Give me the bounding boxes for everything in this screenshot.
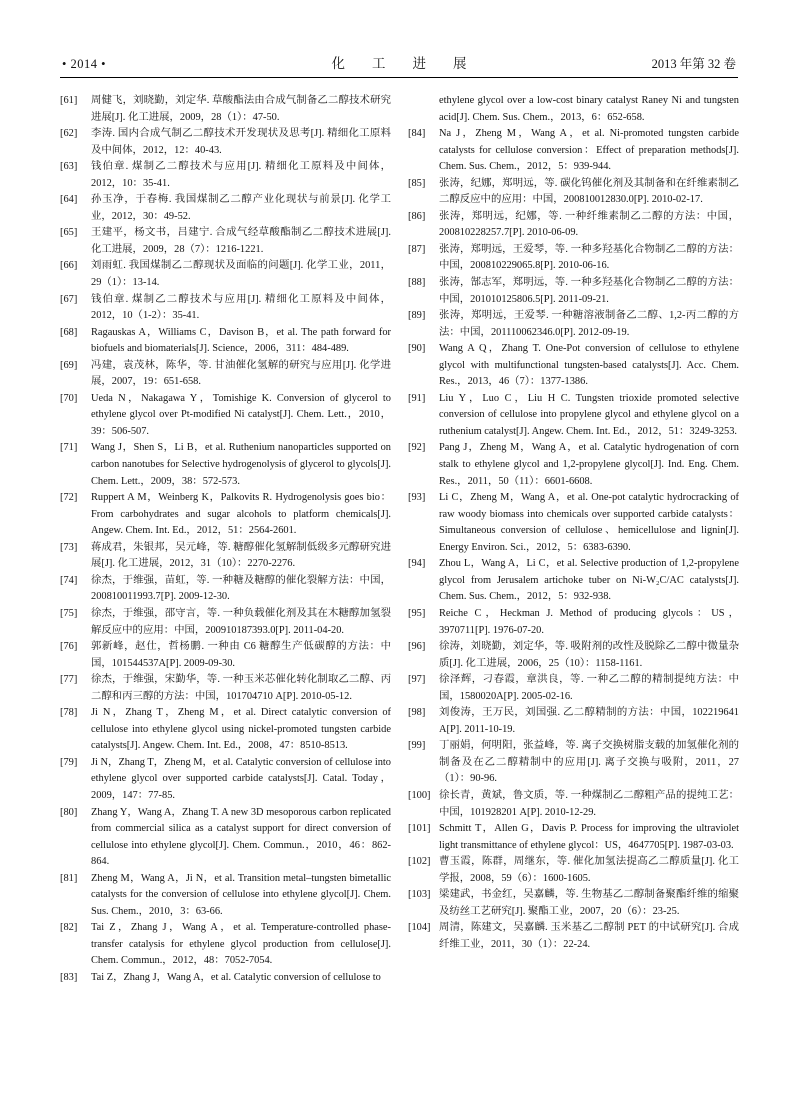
reference-id: [65] [60, 227, 78, 239]
reference-item [408, 556, 739, 606]
reference-text: 徐长青，黄斌，鲁文质，等. 一种煤制乙二醇粗产品的提纯工艺：中国，101928201 A[P]. 2010-12-29. [439, 789, 739, 818]
reference-id: [86] [408, 210, 426, 222]
reference-item [60, 325, 391, 358]
reference-text: 丁丽娟，何明阳，张益峰，等. 离子交换树脂支载的加氢催化剂的制备及在乙二醇精制中的应用[J]. 离子交换与吸附，2011，27（1）：90-96. [439, 740, 739, 785]
reference-text: Zhou L，Wang A，Li C，et al. Selective production of 1,2-propylene glycol from Jerusalem artichoke tuber on Ni-W₂C/AC catalysts[J]. Chem. Sus. Chem.，2012，5：932-938. [439, 558, 739, 603]
reference-text: 徐杰，于维强，宋勤华，等. 一种玉米芯催化转化制取乙二醇、丙二醇和丙三醇的方法：中国，101704710 A[P]. 2010-05-12. [91, 674, 391, 702]
reference-item [408, 176, 739, 209]
reference-id: [84] [408, 128, 426, 140]
reference-id: [104] [408, 922, 431, 934]
reference-text: 张涛，郑明远，王爱琴. 一种糖溶液制备乙二醇、1,2-丙二醇的方法：中国，201110062346.0[P]. 2012-09-19. [439, 310, 739, 338]
reference-text: 张涛，郜志军，郑明远，等. 一种多羟基化合物制乙二醇的方法：中国，201010125806.5[P]. 2011-09-21. [439, 277, 739, 305]
reference-id: [76] [60, 641, 78, 653]
reference-text: Ueda N，Nakagawa Y，Tomishige K. Conversion of glycerol to ethylene glycol over Pt-modified Ni catalyst[J]. Chem. Lett.，2010，39：506-507. [91, 392, 391, 437]
reference-text: Reiche C，Heckman J. Method of producing glycols：US，3970711[P]. 1976-07-20. [439, 607, 739, 636]
reference-id: [64] [60, 194, 78, 206]
reference-id: [95] [408, 607, 426, 619]
reference-item [408, 705, 739, 738]
reference-item [408, 93, 739, 126]
page-number: • 2014 • [62, 57, 107, 71]
reference-id: [74] [60, 574, 78, 586]
reference-text: 张涛，郑明远，王爱琴，等. 一种多羟基化合物制乙二醇的方法：中国，200810229065.8[P]. 2010-06-16. [439, 243, 739, 272]
reference-id: [89] [408, 310, 426, 322]
reference-text: 冯建，袁茂林，陈华，等. 甘油催化氢解的研究与应用[J]. 化学进展，2007，19：651-658. [91, 359, 391, 388]
reference-item [60, 540, 391, 573]
reference-item [60, 573, 391, 606]
reference-item [60, 225, 391, 258]
reference-text: Li C，Zheng M，Wang A，et al. One-pot catalytic hydrocracking of raw woody biomass into chemicals over supported carbide catalysts：Simultaneous conversion of cellulose、hemicellulose and lignin[J]. Energy Environ. Sci.，2012，5：6383-6390. [439, 492, 739, 553]
reference-id: [98] [408, 707, 426, 719]
reference-id: [69] [60, 359, 78, 371]
reference-item [60, 755, 391, 805]
reference-item [60, 606, 391, 639]
reference-text: Wang J，Shen S，Li B，et al. Ruthenium nanoparticles supported on carbon nanotubes for Selective hydrogenolysis of glycerol to glycols[J]. Chem. Lett.，2009，38：572-573. [91, 442, 391, 487]
reference-item [408, 308, 739, 341]
reference-id: [103] [408, 889, 431, 901]
reference-text: 刘俊涛，王万民，刘国强. 乙二醇精制的方法：中国，102219641 A[P]. 2011-10-19. [439, 707, 739, 735]
reference-text: Pang J，Zheng M，Wang A，et al. Catalytic hydrogenation of corn stalk to ethylene glycol and 1,2-propylene glycol[J]. Ind. Eng. Chem. Res.，2011，50（11）：6601-6608. [439, 442, 739, 487]
reference-text: 曹玉霞，陈群，周继东，等. 催化加氢法提高乙二醇质量[J]. 化工学报，2008，59（6）：1600-1605. [439, 856, 739, 884]
reference-item [408, 672, 739, 705]
reference-item [408, 440, 739, 490]
reference-id: [99] [408, 740, 426, 752]
reference-id: [102] [408, 856, 431, 868]
reference-item [408, 275, 739, 308]
reference-id: [79] [60, 756, 78, 768]
reference-text: 梁建武，书金红，吴嘉麟，等. 生物基乙二醇制备聚酯纤维的缩聚及纺丝工艺研究[J]. 聚酯工业，2007，20（6）：23-25. [439, 889, 739, 917]
volume-info: 2013 年第 32 卷 [651, 57, 736, 71]
reference-item [408, 126, 739, 176]
reference-id: [82] [60, 922, 78, 934]
reference-id: [80] [60, 806, 78, 818]
reference-text: Ji N，Zhang T，Zheng M，et al. Catalytic conversion of cellulose into ethylene glycol over supported carbide catalysts[J]. Catal. Today，2009，147：77-85. [91, 756, 391, 801]
reference-id: [92] [408, 442, 426, 454]
reference-id: [85] [408, 177, 426, 189]
reference-text: Tai Z，Zhang J，Wang A，et al. Temperature-controlled phase-transfer catalysis for ethylene glycol production from cellulose[J]. Chem. Commun.，2012，48：7052-7054. [91, 922, 391, 967]
reference-text: 张涛，纪娜，郑明远，等. 碳化钨催化剂及其制备和在纤维素制乙二醇反应中的应用：中国，200810012830.0[P]. 2010-02-17. [439, 177, 739, 206]
references-left-column [60, 93, 391, 987]
page-header [60, 52, 738, 78]
reference-item [408, 788, 739, 821]
reference-item [60, 93, 391, 126]
reference-text: 钱伯章. 煤制乙二醇技术与应用[J]. 精细化工原料及中间体，2012，10（1-2）：35-41. [91, 293, 391, 322]
reference-item [60, 292, 391, 325]
reference-item [408, 639, 739, 672]
reference-id: [68] [60, 326, 78, 338]
reference-text: Zheng M，Wang A，Ji N，et al. Transition metal–tungsten bimetallic catalysts for the conversion of cellulose into ethylene glycol[J]. Chem. Sus. Chem.，2010，3：63-66. [91, 872, 391, 917]
journal-title: 化 工 进 展 [331, 56, 467, 71]
reference-text: 郭新峰，赵仕，哲杨鹏. 一种由 C6 糖醇生产低碳醇的方法：中国，101544537A[P]. 2009-09-30. [91, 641, 391, 669]
reference-item [60, 440, 391, 490]
reference-item [60, 672, 391, 705]
reference-id: [66] [60, 260, 78, 272]
reference-id: [61] [60, 95, 78, 106]
reference-item [408, 606, 739, 639]
reference-text: ethylene glycol over a low-cost binary catalyst Raney Ni and tungsten acid[J]. Chem. Sus. Chem.，2013，6：652-658. [439, 95, 739, 123]
reference-text: 周健飞，刘晓勤，刘定华. 草酸酯法由合成气制备乙二醇技术研究进展[J]. 化工进展，2009，28（1）：47-50. [91, 95, 391, 123]
reference-id: [81] [60, 872, 78, 884]
reference-id: [72] [60, 492, 78, 504]
reference-item [60, 159, 391, 192]
reference-id: [88] [408, 277, 426, 289]
reference-text: 张涛，郑明远，纪娜，等. 一种纤维素制乙二醇的方法：中国，200810228257.7[P]. 2010-06-09. [439, 210, 739, 239]
reference-id: [75] [60, 607, 78, 619]
reference-item [60, 805, 391, 871]
reference-item [408, 821, 739, 854]
reference-item [60, 126, 391, 159]
reference-text: Zhang Y，Wang A，Zhang T. A new 3D mesoporous carbon replicated from commercial silica as a catalyst support for direct conversion of cellulose into ethylene glycol[J]. Chem. Commun.，2010，46：862-864. [91, 806, 391, 868]
reference-text: 王建平，杨文书，吕建宁. 合成气经草酸酯制乙二醇技术进展[J]. 化工进展，2009，28（7）：1216-1221. [91, 227, 391, 255]
reference-id: [78] [60, 707, 78, 719]
reference-text: Tai Z，Zhang J，Wang A，et al. Catalytic conversion of cellulose to [91, 971, 381, 983]
reference-columns [60, 93, 738, 987]
references-right-column [408, 93, 739, 987]
reference-item [60, 391, 391, 441]
reference-text: Ruppert A M，Weinberg K，Palkovits R. Hydrogenolysis goes bio：From carbohydrates and sugar alcohols to platform chemicals[J]. Angew. Chem. Int. Ed.，2012，51：2564-2601. [91, 492, 391, 537]
reference-item [60, 970, 391, 987]
reference-item [408, 920, 739, 953]
reference-text: 钱伯章. 煤制乙二醇技术与应用[J]. 精细化工原料及中间体，2012，10：35-41. [91, 161, 391, 189]
reference-item [60, 192, 391, 225]
reference-id: [71] [60, 442, 78, 454]
reference-text: 蒋成君，朱银邦，吴元峰，等. 糖醇催化氢解制低级多元醇研究进展[J]. 化工进展，2012，31（10）：2270-2276. [91, 541, 391, 570]
reference-item [408, 242, 739, 275]
reference-item [408, 209, 739, 242]
reference-text: 孙玉净，于春梅. 我国煤制乙二醇产业化现状与前景[J]. 化学工业，2012，30：49-52. [91, 194, 391, 222]
reference-item [60, 639, 391, 672]
reference-id: [90] [408, 343, 426, 355]
reference-id: [101] [408, 823, 431, 835]
reference-id: [100] [408, 789, 431, 801]
reference-item [408, 341, 739, 391]
reference-id: [94] [408, 558, 426, 570]
reference-text: 刘雨虹. 我国煤制乙二醇现状及面临的问题[J]. 化学工业，2011，29（1）：13-14. [91, 260, 391, 289]
reference-text: 徐杰，于维强，邵守言，等. 一种负载催化剂及其在木糖醇加氢裂解反应中的应用：中国，200910187393.0[P]. 2011-04-20. [91, 607, 391, 636]
reference-text: 徐杰，于维强，苗虹，等. 一种糖及糖醇的催化裂解方法：中国，200810011993.7[P]. 2009-12-30. [91, 574, 391, 603]
reference-text: 周清，陈建文，吴嘉麟. 玉米基乙二醇制 PET 的中试研究[J]. 合成纤维工业，2011，30（1）：22-24. [439, 922, 739, 950]
reference-id: [67] [60, 293, 78, 305]
reference-id: [87] [408, 243, 426, 255]
reference-item [60, 920, 391, 970]
reference-item [60, 871, 391, 921]
reference-item [60, 358, 391, 391]
reference-item [408, 391, 739, 441]
reference-text: Wang A Q，Zhang T. One-Pot conversion of cellulose to ethylene glycol with multifunctional tungsten-based catalysts[J]. Acc. Chem. Res.，2013，46（7）：1377-1386. [439, 343, 739, 388]
reference-text: 徐涛，刘晓勤，刘定华，等. 吸附剂的改性及脱除乙二醇中微量杂质[J]. 化工进展，2006，25（10）：1158-1161. [439, 641, 739, 669]
reference-id: [73] [60, 541, 78, 553]
reference-id: [63] [60, 161, 78, 173]
reference-text: Ji N，Zhang T，Zheng M，et al. Direct catalytic conversion of cellulose into ethylene glycol using nickel-promoted tungsten carbide catalysts[J]. Angew. Chem. Int. Ed.，2008，47：8510-8513. [91, 707, 391, 752]
reference-id: [77] [60, 674, 78, 686]
reference-item [60, 705, 391, 755]
reference-id: [91] [408, 392, 426, 404]
reference-item [408, 490, 739, 556]
reference-item [60, 490, 391, 540]
reference-id: [83] [60, 971, 78, 983]
reference-id: [93] [408, 492, 426, 504]
reference-text: Ragauskas A，Williams C，Davison B，et al. The path forward for biofuels and biomaterials[J]. Science，2006，311：484-489. [91, 326, 391, 355]
reference-text: Liu Y，Luo C，Liu H C. Tungsten trioxide promoted selective conversion of cellulose into propylene glycol and ethylene glycol on a ruthenium catalyst[J]. Angew. Chem. Int. Ed.，2012，51：3249-3253. [439, 392, 739, 437]
reference-id: [96] [408, 641, 426, 653]
reference-id: [70] [60, 392, 78, 404]
reference-item [408, 854, 739, 887]
reference-id: [97] [408, 674, 426, 686]
reference-item [408, 887, 739, 920]
reference-text: 徐泽辉，刁春霞，章洪良，等. 一种乙二醇的精制提纯方法：中国，1580020A[P]. 2005-02-16. [439, 674, 739, 702]
reference-text: 李涛. 国内合成气制乙二醇技术开发现状及思考[J]. 精细化工原料及中间体，2012，12：40-43. [91, 128, 391, 156]
reference-id: [62] [60, 128, 78, 140]
reference-item [408, 738, 739, 788]
reference-text: Na J，Zheng M，Wang A，et al. Ni-promoted tungsten carbide catalysts for cellulose conversion：Effect of preparation methods[J]. Chem. Sus. Chem.，2012，5：939-944. [439, 128, 739, 173]
reference-item [60, 258, 391, 291]
reference-text: Schmitt T，Allen G，Davis P. Process for improving the ultraviolet light transmittance of ethylene glycol：US，4647705[P]. 1987-03-03. [439, 823, 739, 851]
